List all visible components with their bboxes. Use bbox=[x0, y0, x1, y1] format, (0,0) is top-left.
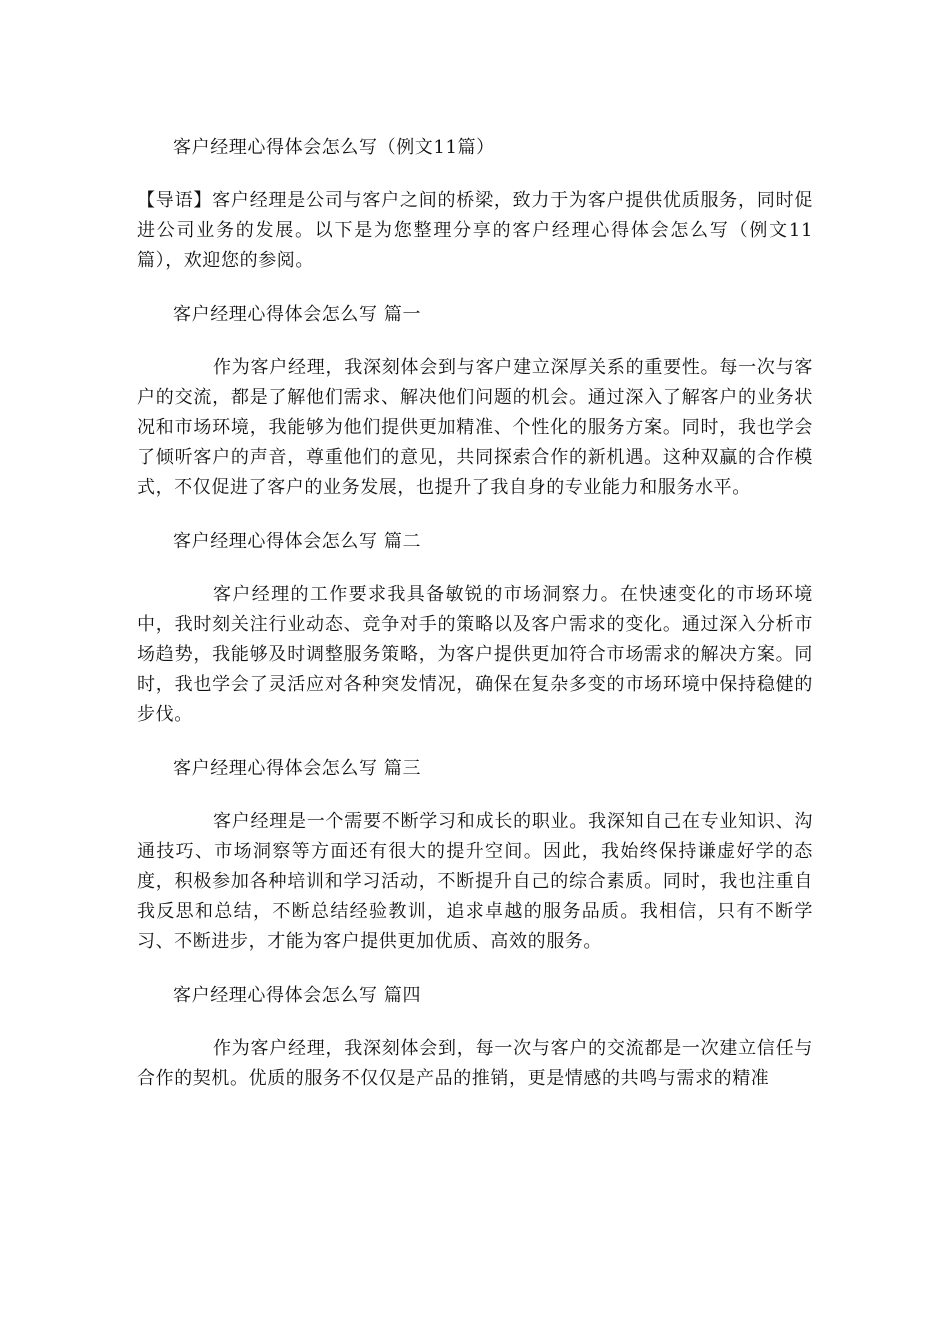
section-4 bbox=[137, 981, 813, 1094]
section-body: 作为客户经理，我深刻体会到与客户建立深厚关系的重要性。每一次与客户的交流，都是了解他们需求、解决他们问题的机会。通过深入了解客户的业务状况和市场环境，我能够为他们提供更加精准、个性化的服务方案。同时，我也学会了倾听客户的声音，尊重他们的意见，共同探索合作的新机遇。这种双赢的合作模式，不仅促进了客户的业务发展，也提升了我自身的专业能力和服务水平。 bbox=[137, 357, 813, 498]
section-3 bbox=[137, 754, 813, 957]
section-heading: 客户经理心得体会怎么写 篇二 bbox=[173, 531, 422, 552]
document-intro: 【导语】客户经理是公司与客户之间的桥梁，致力于为客户提供优质服务，同时促进公司业务的发展。以下是为您整理分享的客户经理心得体会怎么写（例文11篇），欢迎您的参阅。 bbox=[137, 190, 813, 271]
section-heading: 客户经理心得体会怎么写 篇一 bbox=[173, 304, 422, 325]
section-2 bbox=[137, 527, 813, 730]
document-title: 客户经理心得体会怎么写（例文11篇） bbox=[173, 137, 495, 158]
section-heading: 客户经理心得体会怎么写 篇三 bbox=[173, 758, 422, 779]
section-body: 客户经理是一个需要不断学习和成长的职业。我深知自己在专业知识、沟通技巧、市场洞察等方面还有很大的提升空间。因此，我始终保持谦虚好学的态度，积极参加各种培训和学习活动，不断提升自己的综合素质。同时，我也注重自我反思和总结，不断总结经验教训，追求卓越的服务品质。我相信，只有不断学习、不断进步，才能为客户提供更加优质、高效的服务。 bbox=[137, 811, 813, 952]
section-1 bbox=[137, 300, 813, 503]
section-heading: 客户经理心得体会怎么写 篇四 bbox=[173, 985, 422, 1006]
section-body: 客户经理的工作要求我具备敏锐的市场洞察力。在快速变化的市场环境中，我时刻关注行业动态、竞争对手的策略以及客户需求的变化。通过深入分析市场趋势，我能够及时调整服务策略，为客户提供更加符合市场需求的解决方案。同时，我也学会了灵活应对各种突发情况，确保在复杂多变的市场环境中保持稳健的步伐。 bbox=[137, 584, 813, 725]
section-body: 作为客户经理，我深刻体会到，每一次与客户的交流都是一次建立信任与合作的契机。优质的服务不仅仅是产品的推销，更是情感的共鸣与需求的精准 bbox=[137, 1038, 813, 1089]
document-content bbox=[137, 133, 813, 1118]
